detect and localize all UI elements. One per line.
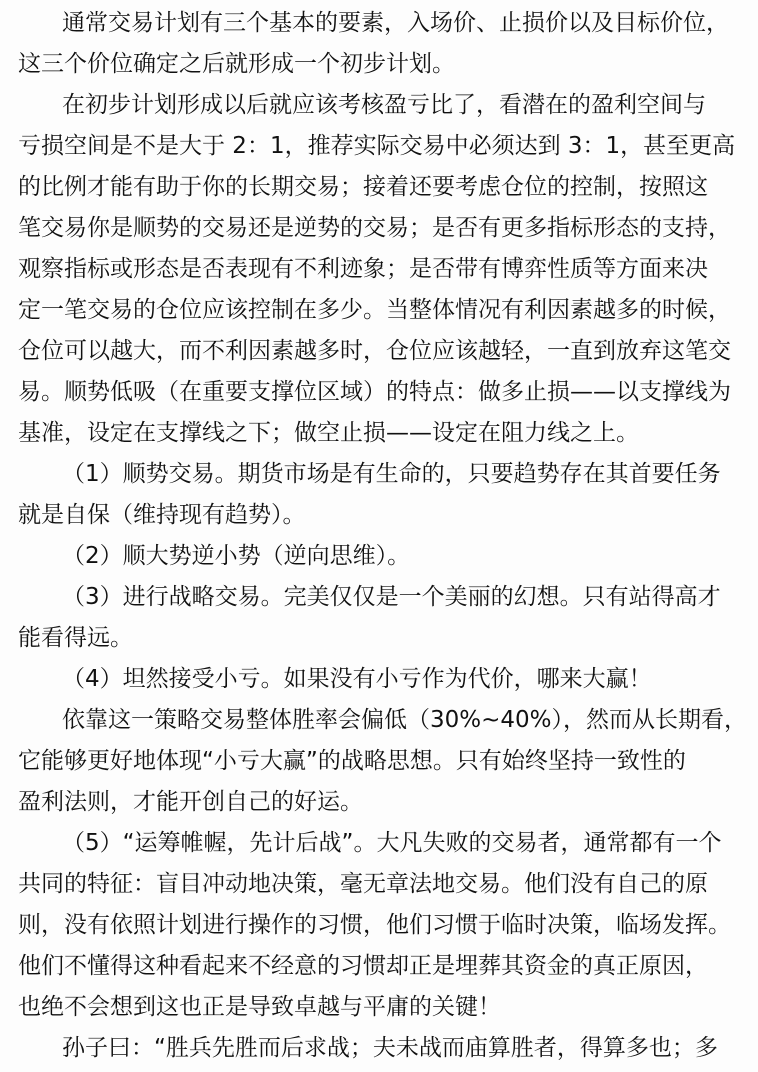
- text-line: 易。顺势低吸（在重要支撑位区域）的特点：做多止损——以支撑线为: [18, 379, 731, 405]
- text-line: 他们不懂得这种看起来不经意的习惯却正是埋葬其资金的真正原因，: [18, 953, 708, 979]
- text-line: （5）“运筹帷幄，先计后战”。大凡失败的交易者，通常都有一个: [62, 830, 722, 856]
- text-line: （4）坦然接受小亏。如果没有小亏作为代价，哪来大赢！: [62, 666, 652, 692]
- text-line: 则，没有依照计划进行操作的习惯，他们习惯于临时决策，临场发挥。: [18, 912, 731, 938]
- text-line: 通常交易计划有三个基本的要素，入场价、止损价以及目标价位，: [62, 10, 729, 36]
- text-line: 仓位可以越大，而不利因素越多时，仓位应该越轻，一直到放弃这笔交: [18, 338, 731, 364]
- text-line: 的比例才能有助于你的长期交易；接着还要考虑仓位的控制，按照这: [18, 174, 708, 200]
- text-line: 就是自保（维持现有趋势）。: [18, 502, 306, 528]
- text-line: 观察指标或形态是否表现有不利迹象；是否带有博弈性质等方面来决: [18, 256, 708, 282]
- text-line: 盈利法则，才能开创自己的好运。: [18, 789, 363, 815]
- text-line: 笔交易你是顺势的交易还是逆势的交易；是否有更多指标形态的支持，: [18, 215, 731, 241]
- text-line: 基准，设定在支撑线之下；做空止损——设定在阻力线之上。: [18, 420, 639, 446]
- text-line: 孙子曰：“胜兵先胜而后求战；夫未战而庙算胜者，得算多也；多: [62, 1035, 718, 1061]
- text-line: 共同的特征：盲目冲动地决策，毫无章法地交易。他们没有自己的原: [18, 871, 708, 897]
- text-line: 能看得远。: [18, 625, 133, 651]
- text-line: （3）进行战略交易。完美仅仅是一个美丽的幻想。只有站得高才: [62, 584, 721, 610]
- text-line: 定一笔交易的仓位应该控制在多少。当整体情况有利因素越多的时候，: [18, 297, 731, 323]
- text-line: （1）顺势交易。期货市场是有生命的，只要趋势存在其首要任务: [62, 461, 721, 487]
- text-line: 也绝不会想到这也正是导致卓越与平庸的关键！: [18, 994, 501, 1020]
- text-line: 这三个价位确定之后就形成一个初步计划。: [18, 51, 455, 77]
- text-line: （2）顺大势逆小势（逆向思维）。: [62, 543, 411, 569]
- text-line: 亏损空间是不是大于 2：1，推荐实际交易中必须达到 3：1，甚至更高: [18, 133, 736, 159]
- text-line: 依靠这一策略交易整体胜率会偏低（30%~40%），然而从长期看，: [62, 707, 748, 733]
- text-line: 它能够更好地体现“小亏大赢”的战略思想。只有始终坚持一致性的: [18, 748, 686, 774]
- text-line: 在初步计划形成以后就应该考核盈亏比了，看潜在的盈利空间与: [62, 92, 706, 118]
